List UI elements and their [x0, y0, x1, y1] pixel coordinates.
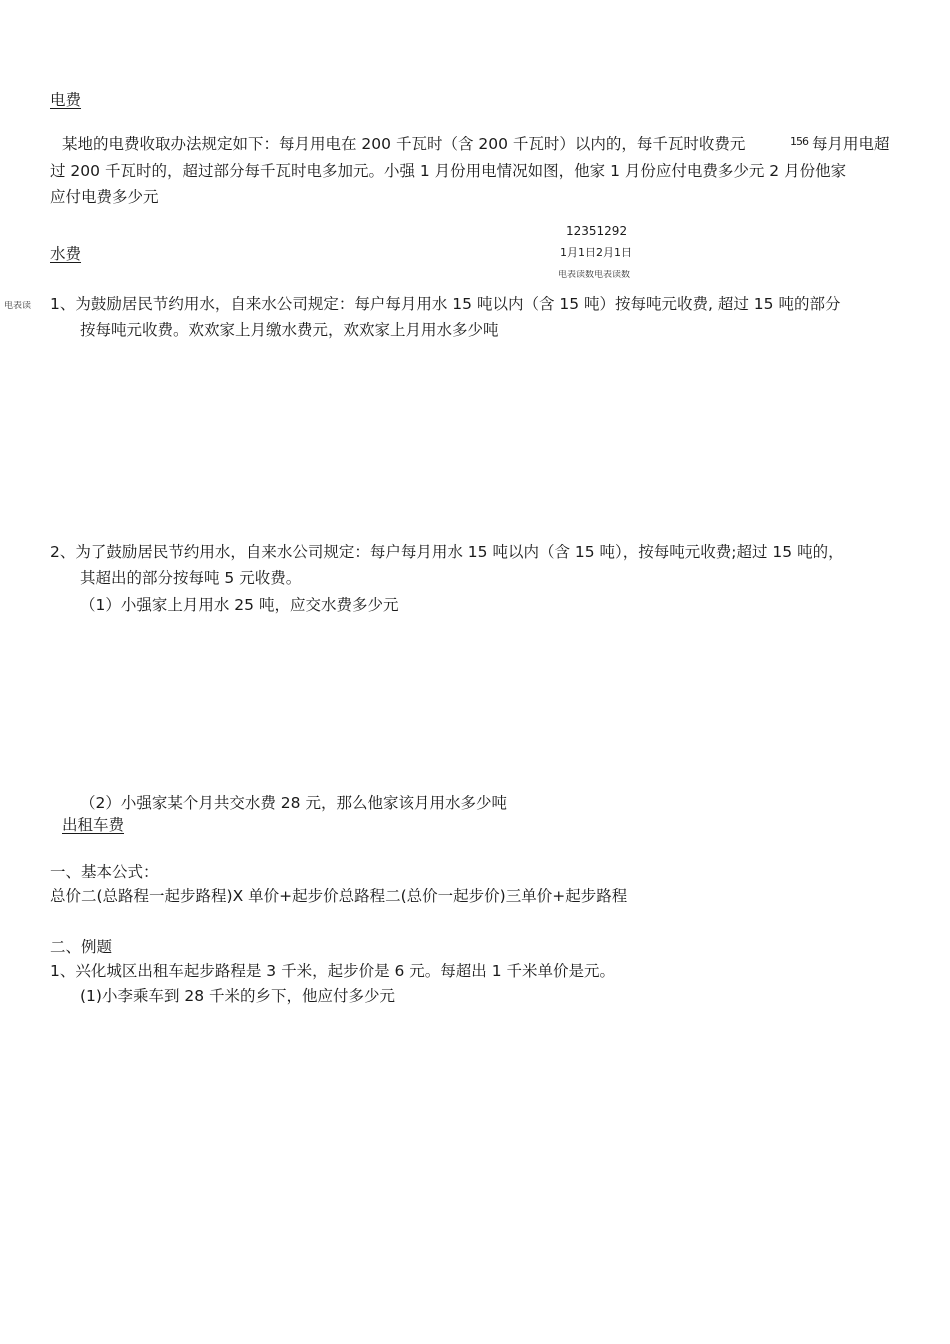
electricity-paragraph-line2: 过 200 千瓦时的，超过部分每千瓦时电多加元。小强 1 月份用电情况如图，他家 1 月份应付电费多少元 2 月份他家: [50, 162, 847, 180]
meter-readings: 12351292: [566, 224, 628, 238]
electricity-paragraph-line3: 应付电费多少元: [50, 188, 159, 206]
water-q2-sub2: （2）小强家某个月共交水费 28 元，那么他家该月用水多少吨: [80, 794, 507, 812]
meter-caption: 电表读数电表读数: [558, 270, 631, 278]
taxi-example1-line: 1、兴化城区出租车起步路程是 3 千米，起步价是 6 元。每超出 1 千米单价是元。: [50, 962, 616, 980]
margin-fragment: 电表读: [4, 301, 32, 309]
formula-line: 总价二(总路程一起步路程)X 单价+起步价总路程二(总价一起步价)三单价+起步路程: [50, 887, 628, 905]
electricity-heading: 电费: [50, 91, 82, 109]
taxi-heading: 出租车费: [62, 816, 125, 834]
electricity-paragraph-line1: 某地的电费收取办法规定如下：每月用电在 200 千瓦时（含 200 千瓦时）以内的，每千瓦时收费元: [62, 135, 746, 153]
water-q2-line1: 2、为了鼓励居民节约用水，自来水公司规定：每户每月用水 15 吨以内（含 15 吨），按每吨元收费;超过 15 吨的，: [50, 543, 844, 561]
taxi-example1-sub1: (1)小李乘车到 28 千米的乡下，他应付多少元: [80, 987, 396, 1005]
water-q2-line2: 其超出的部分按每吨 5 元收费。: [80, 569, 302, 587]
water-q1-line2: 按每吨元收费。欢欢家上月缴水费元，欢欢家上月用水多少吨: [80, 321, 499, 339]
water-heading: 水费: [50, 245, 82, 263]
examples-title: 二、例题: [50, 938, 113, 956]
water-q1-line1: 1、为鼓励居民节约用水，自来水公司规定：每户每月用水 15 吨以内（含 15 吨）按每吨元收费, 超过 15 吨的部分: [50, 295, 841, 313]
electricity-paragraph-line1-end: 每月用电超: [812, 135, 890, 153]
electricity-overlap-digits: 156: [790, 135, 808, 148]
water-q2-sub1: （1）小强家上月用水 25 吨，应交水费多少元: [80, 596, 399, 614]
meter-dates: 1月1日2月1日: [560, 246, 632, 259]
formula-title: 一、基本公式：: [50, 863, 159, 881]
